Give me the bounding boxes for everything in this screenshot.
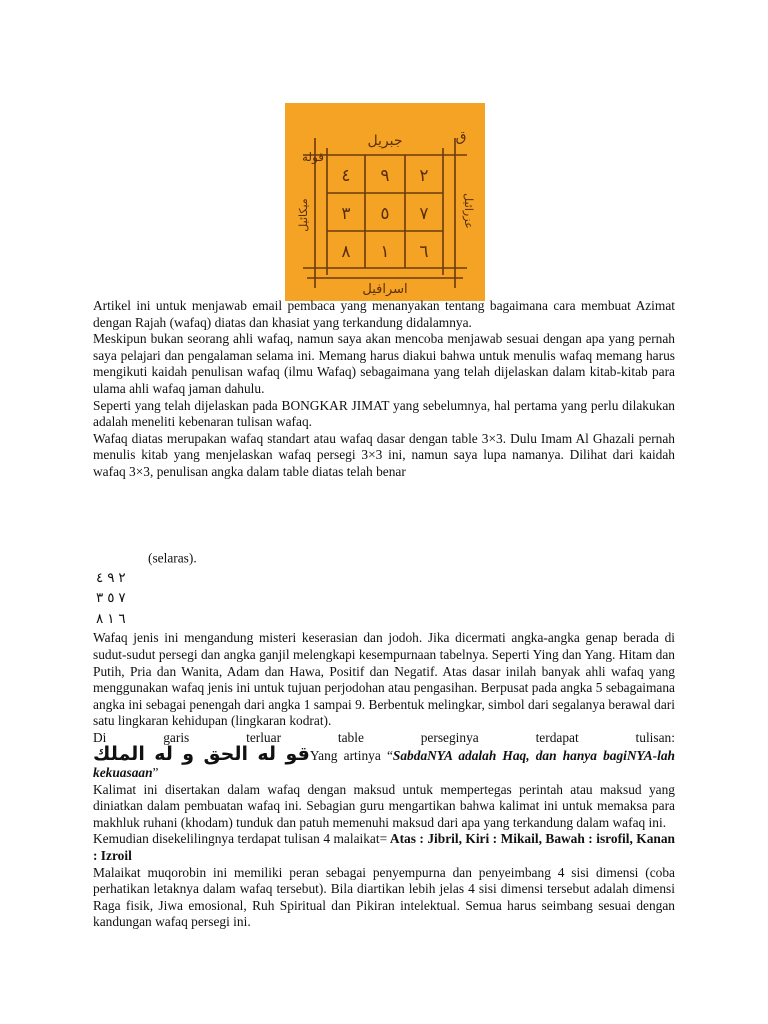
table-cell: ٣	[96, 590, 104, 606]
grid-cell: ٨	[341, 242, 351, 262]
table-cell: ٢	[118, 569, 126, 585]
angels-intro: Kemudian disekelilingnya terdapat tulisan 4 malaikat=	[93, 831, 388, 847]
paragraph-4-cont	[93, 481, 675, 567]
word: table	[337, 729, 364, 745]
paragraph-6	[93, 743, 675, 781]
inline-wafaq-table	[199, 481, 292, 567]
label-top-right: ق	[455, 129, 467, 145]
paragraph-3: Seperti yang telah dijelaskan pada BONGKAR JIMAT yang sebelumnya, hal pertama yang perlu dilakukan adalah meneliti kebenaran tulisan wafaq.	[93, 397, 675, 430]
paragraph-9: Malaikat muqorobin ini memiliki peran sebagai penyempurna dan penyeimbang 4 sisi dimensi (coba perhatikan letaknya dalam wafaq tersebut). Bila diartikan lebih jelas 4 sisi dimensi tersebut adalah dimensi Raga fisik, Jiwa emosional, Ruh Spiritual dan Pikiran intelektual. Semua harus seimbang sesuai dengan kandungan wafaq persegi ini.	[93, 864, 675, 930]
article-body	[93, 298, 675, 931]
table-cell: ٧	[118, 590, 126, 606]
label-bottom: اسرافيل	[362, 282, 408, 297]
paragraph-intro: Artikel ini untuk menjawab email pembaca yang menanyakan tentang bagaimana cara membuat Azimat dengan Rajah (wafaq) diatas dan khasiat yang terkandung didalamnya.	[93, 298, 675, 330]
table-cell: ٤	[96, 569, 104, 585]
word: terdapat	[535, 729, 579, 745]
grid-cell: ٢	[419, 166, 429, 186]
grid-cell: ٥	[380, 204, 390, 224]
paragraph-2: Meskipun bukan seorang ahli wafaq, namun saya akan mencoba menjawab sesuai dengan apa yang pernah saya pelajari dan pengalaman selama ini. Memang harus diakui bahwa untuk menulis wafaq memang harus mengikuti kaidah penulisan wafaq (ilmu Wafaq) sebagaimana yang telah dijelaskan dalam kitab-kitab para ulama ahli wafaq jaman dahulu.	[93, 331, 675, 396]
table-cell: ٥	[107, 590, 115, 606]
table-cell: ٦	[118, 610, 126, 626]
grid-cell: ٩	[380, 166, 390, 186]
paragraph-4	[93, 431, 675, 481]
word: garis	[163, 729, 190, 745]
label-left: ميكائيل	[297, 198, 310, 232]
grid-cell: ٦	[419, 242, 429, 262]
word: Di	[93, 729, 107, 745]
meaning-italic: SabdaNYA adalah Haq, dan hanya bagiNYA-lah kekuasaan	[93, 748, 675, 781]
table-cell: ٩	[107, 569, 115, 585]
table-cell: ١	[107, 610, 115, 626]
paragraph-4-continuation: Wafaq jenis ini mengandung misteri keserasian dan jodoh. Jika dicermati angka-angka genap berada di sudut-sudut persegi dan angka ganjil melengkapi kesempurnaan tabelnya. Seperti Ying dan Yang. Hitam dan Putih, Pria dan Wanita, Adam dan Hawa, Positif dan Negatif. Atas dasar inilah banyak ahli wafaq yang menggunakan wafaq jenis ini untuk tujuan perjodohan atau pengasihan. Berpusat pada angka 5 sebagaimana angka ini sebagai penengah dari angka 1 sampai 9. Berbentuk melingkar, simbol dari segalanya berawal dari satu lingkaran kehidupan (lingkaran kodrat).	[93, 630, 675, 729]
meaning-prefix: Yang artinya “	[309, 748, 393, 764]
paragraph-4-text: Wafaq diatas merupakan wafaq standart atau wafaq dasar dengan table 3×3. Dulu Imam Al Ghazali pernah menulis kitab yang menjelaskan wafaq persegi 3×3 ini, namun saya lupa namanya. Dilihat dari kaidah wafaq 3×3, penulisan angka dalam table diatas telah benar	[93, 430, 675, 479]
grid-cell: ٣	[341, 204, 351, 224]
label-top-left: قوله	[301, 150, 325, 164]
label-right: عزرائيل	[462, 193, 475, 229]
word: tulisan:	[635, 729, 675, 745]
paragraph-8	[93, 831, 675, 864]
arabic-verse: قو له الحق و له الملك	[93, 743, 310, 766]
word: terluar	[246, 729, 282, 745]
wafaq-drawing	[285, 103, 485, 301]
grid-cell: ١	[380, 242, 390, 262]
angels-list: Atas : Jibril, Kiri : Mikail, Bawah : isrofil, Kanan : Izroil	[93, 831, 675, 864]
meaning-suffix: ”	[152, 765, 159, 781]
wafaq-image	[285, 103, 485, 301]
label-top: جبريل	[367, 133, 403, 149]
grid-cell: ٧	[419, 204, 429, 224]
selaras-text: (selaras).	[148, 549, 197, 565]
word: perseginya	[420, 729, 479, 745]
table-cell: ٨	[96, 610, 104, 626]
grid-cell: ٤	[341, 166, 351, 186]
paragraph-7: Kalimat ini disertakan dalam wafaq dengan maksud untuk mempertegas perintah atau maksud yang diniatkan dalam pembuatan wafaq ini. Sebagian guru mengartikan bahwa kalimat ini untuk memaksa para makhluk ruhani (khodam) tunduk dan patuh memenuhi maksud dari apa yang terkandung dalam wafaq ini.	[93, 781, 675, 830]
